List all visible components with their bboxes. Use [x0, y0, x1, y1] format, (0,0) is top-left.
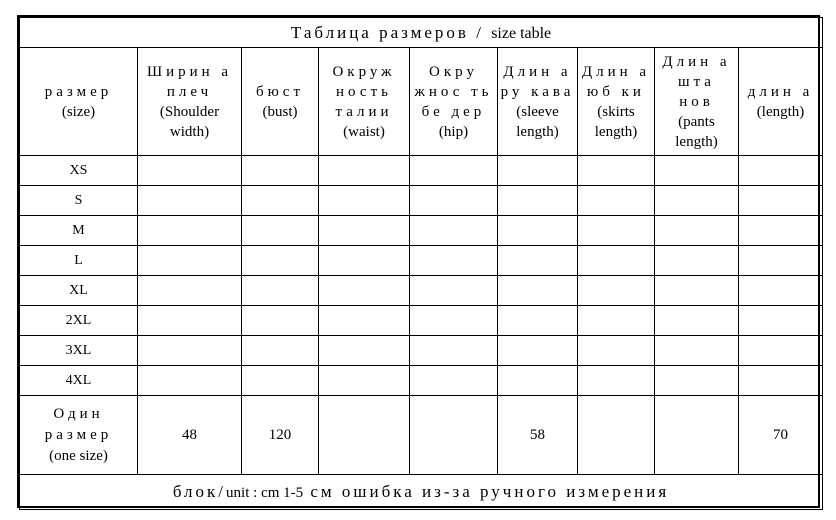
- size-cell: [410, 246, 498, 276]
- size-rows: [20, 156, 823, 396]
- title-separator: /: [468, 22, 492, 42]
- size-cell: [739, 366, 823, 396]
- size-cell: [655, 366, 739, 396]
- size-cell: [739, 156, 823, 186]
- size-cell: [739, 276, 823, 306]
- size-cell: [655, 216, 739, 246]
- size-cell: [498, 156, 578, 186]
- size-cell: [410, 216, 498, 246]
- size-cell: [578, 336, 655, 366]
- size-cell: [498, 216, 578, 246]
- size-cell: [242, 216, 319, 246]
- size-cell: [242, 156, 319, 186]
- size-cell: [410, 306, 498, 336]
- header-ru: длин а: [747, 83, 814, 100]
- header-length: [739, 48, 823, 156]
- size-label: 4XL: [20, 366, 138, 396]
- header-ru: Длин а юб ки: [581, 63, 651, 100]
- size-row: [20, 276, 823, 306]
- header-waist: [319, 48, 410, 156]
- size-table: [19, 17, 823, 510]
- size-cell: [498, 276, 578, 306]
- size-cell: [319, 186, 410, 216]
- size-row: [20, 246, 823, 276]
- one-size-shoulder: 48: [138, 396, 242, 475]
- size-cell: [739, 216, 823, 246]
- header-ru: Длин а шта нов: [662, 53, 731, 110]
- size-cell: [319, 156, 410, 186]
- size-cell: [578, 246, 655, 276]
- size-cell: [410, 336, 498, 366]
- size-cell: [578, 186, 655, 216]
- size-cell: [242, 336, 319, 366]
- one-size-bust: 120: [242, 396, 319, 475]
- header-ru: Окруж ность талии: [332, 63, 396, 120]
- size-cell: [242, 366, 319, 396]
- size-cell: [739, 186, 823, 216]
- size-cell: [319, 216, 410, 246]
- size-cell: [498, 336, 578, 366]
- size-cell: [138, 216, 242, 246]
- size-cell: [410, 366, 498, 396]
- size-cell: [242, 246, 319, 276]
- header-en: (pants length): [675, 113, 718, 150]
- header-row: [20, 48, 823, 156]
- footer-ru-2: см ошибка из-за ручного измерения: [303, 482, 670, 501]
- size-label: 2XL: [20, 306, 138, 336]
- header-en: (waist): [343, 123, 385, 140]
- one-size-hip: [410, 396, 498, 475]
- size-row: [20, 366, 823, 396]
- header-skirt: [578, 48, 655, 156]
- size-cell: [655, 336, 739, 366]
- header-shoulder: [138, 48, 242, 156]
- size-cell: [242, 186, 319, 216]
- size-cell: [739, 246, 823, 276]
- header-size: [20, 48, 138, 156]
- size-cell: [138, 186, 242, 216]
- one-size-skirt: [578, 396, 655, 475]
- size-cell: [138, 246, 242, 276]
- size-cell: [410, 156, 498, 186]
- header-en: (skirts length): [594, 103, 638, 140]
- size-label: L: [20, 246, 138, 276]
- one-size-waist: [319, 396, 410, 475]
- header-ru: Окру жнос ть бе дер: [414, 63, 493, 120]
- size-label: M: [20, 216, 138, 246]
- size-cell: [319, 336, 410, 366]
- size-cell: [319, 306, 410, 336]
- size-cell: [319, 246, 410, 276]
- one-size-length: 70: [739, 396, 823, 475]
- header-en: (bust): [262, 103, 298, 120]
- header-ru: бюст: [255, 83, 305, 100]
- size-cell: [578, 276, 655, 306]
- size-cell: [138, 156, 242, 186]
- size-cell: [410, 186, 498, 216]
- size-cell: [319, 366, 410, 396]
- size-cell: [498, 186, 578, 216]
- header-bust: [242, 48, 319, 156]
- size-cell: [655, 276, 739, 306]
- one-size-pants: [655, 396, 739, 475]
- table-title: [20, 18, 823, 48]
- one-size-label-en: (one size): [49, 447, 108, 464]
- size-table-frame: [17, 15, 820, 508]
- size-cell: [578, 156, 655, 186]
- size-cell: [242, 306, 319, 336]
- size-cell: [578, 306, 655, 336]
- size-cell: [739, 306, 823, 336]
- size-label: XS: [20, 156, 138, 186]
- size-cell: [578, 216, 655, 246]
- size-row: [20, 306, 823, 336]
- header-ru: Ширин а плеч: [146, 63, 233, 100]
- one-size-row: [20, 396, 823, 475]
- size-cell: [319, 276, 410, 306]
- size-cell: [138, 336, 242, 366]
- header-en: (sleeve length): [516, 103, 559, 140]
- size-cell: [242, 276, 319, 306]
- size-label: XL: [20, 276, 138, 306]
- table-footer: [20, 475, 823, 510]
- one-size-sleeve: 58: [498, 396, 578, 475]
- header-sleeve: [498, 48, 578, 156]
- size-cell: [655, 246, 739, 276]
- one-size-label-ru: Один размер: [44, 405, 113, 443]
- size-cell: [498, 246, 578, 276]
- size-cell: [410, 276, 498, 306]
- size-cell: [138, 306, 242, 336]
- size-cell: [138, 366, 242, 396]
- size-cell: [138, 276, 242, 306]
- header-en: (Shoulder width): [159, 103, 220, 140]
- size-cell: [655, 156, 739, 186]
- size-row: [20, 336, 823, 366]
- size-row: [20, 156, 823, 186]
- size-row: [20, 186, 823, 216]
- footer-unit: unit : cm 1-5: [226, 485, 304, 501]
- size-label: S: [20, 186, 138, 216]
- size-cell: [739, 336, 823, 366]
- one-size-label: [20, 396, 138, 475]
- header-en: (size): [61, 103, 96, 120]
- size-cell: [498, 366, 578, 396]
- size-cell: [655, 306, 739, 336]
- size-cell: [578, 366, 655, 396]
- header-en: (length): [756, 103, 805, 120]
- header-en: (hip): [438, 123, 469, 140]
- footer-ru-1: блок/: [172, 482, 227, 501]
- table-title-en: size table: [491, 24, 552, 42]
- header-ru: размер: [44, 83, 113, 100]
- table-title-ru: Таблица размеров: [290, 22, 469, 42]
- header-ru: Длин а ру кава: [500, 63, 575, 100]
- size-label: 3XL: [20, 336, 138, 366]
- size-cell: [498, 306, 578, 336]
- header-hip: [410, 48, 498, 156]
- size-cell: [655, 186, 739, 216]
- size-row: [20, 216, 823, 246]
- header-pants: [655, 48, 739, 156]
